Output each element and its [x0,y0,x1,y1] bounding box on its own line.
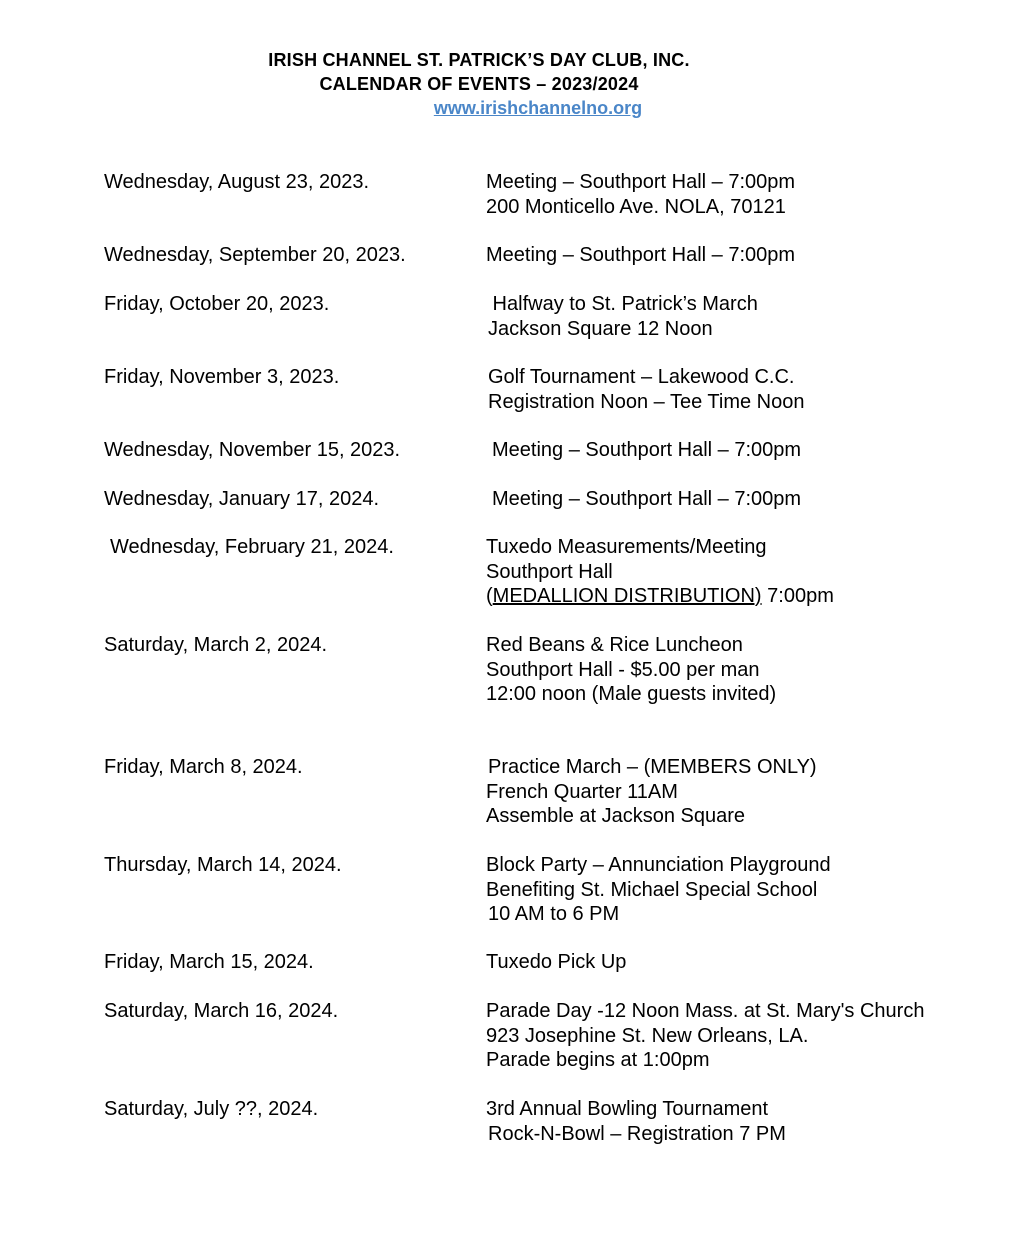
event-line: Meeting – Southport Hall – 7:00pm [486,244,796,266]
event-date: Wednesday, January 17, 2024. [104,488,379,510]
event-date: Wednesday, August 23, 2023. [104,171,370,193]
event-date: Thursday, March 14, 2024. [104,854,342,876]
event-line: 200 Monticello Ave. NOLA, 70121 [486,195,786,218]
event-line: Parade begins at 1:00pm [486,1049,710,1071]
event-line: 12:00 noon (Male guests invited) [486,683,777,705]
event-details [488,365,804,414]
event-line: French Quarter 11AM [486,780,678,803]
event-details [486,170,795,219]
event-line: Rock-N-Bowl – Registration 7 PM [488,1122,786,1145]
event-date: Wednesday, September 20, 2023. [104,244,406,266]
event-details [486,950,626,975]
event-line: Southport Hall - $5.00 per man [486,658,760,681]
event-line: Tuxedo Pick Up [486,951,627,973]
event-line: Assemble at Jackson Square [486,805,746,827]
medallion-distribution: MEDALLION DISTRIBUTION) [492,585,762,607]
event-line: Tuxedo Measurements/Meeting [486,536,767,558]
club-name: IRISH CHANNEL ST. PATRICK’S DAY CLUB, INC. [268,50,690,70]
website-link[interactable]: www.irishchannelno.org [433,98,643,118]
event-details [486,853,831,927]
event-details [486,633,776,707]
event-date: Wednesday, November 15, 2023. [104,439,401,461]
event-date: Friday, March 15, 2024. [104,951,314,973]
event-details [487,292,758,341]
event-line: Jackson Square 12 Noon [488,317,713,340]
event-line: Parade Day -12 Noon Mass. at St. Mary's Church [486,1000,925,1022]
event-line: Golf Tournament – Lakewood C.C. [488,366,795,388]
event-details [486,999,924,1073]
event-line: Southport Hall [486,560,613,583]
event-details [492,487,801,512]
medallion-line [486,584,834,609]
event-date: Saturday, March 2, 2024. [104,634,328,656]
event-details [486,755,817,829]
event-date: Saturday, March 16, 2024. [104,1000,339,1022]
event-date: Wednesday, February 21, 2024. [110,536,394,558]
event-line: Block Party – Annunciation Playground [486,854,831,876]
event-line: Meeting – Southport Hall – 7:00pm [492,488,802,510]
event-date: Saturday, July ??, 2024. [104,1098,319,1120]
event-details [486,1097,786,1146]
event-line: Meeting – Southport Hall – 7:00pm [492,439,802,461]
event-line: Benefiting St. Michael Special School [486,878,818,901]
event-line: Red Beans & Rice Luncheon [486,634,743,656]
event-line: Meeting – Southport Hall – 7:00pm [486,171,796,193]
event-line: 3rd Annual Bowling Tournament [486,1098,769,1120]
event-details [486,243,795,268]
event-date: Friday, March 8, 2024. [104,756,303,778]
event-date: Friday, October 20, 2023. [104,293,330,315]
calendar-title: CALENDAR OF EVENTS – 2023/2024 [319,74,639,94]
event-line: Halfway to St. Patrick’s March [487,293,758,315]
event-details [492,438,801,463]
medallion-time: 7:00pm [761,585,834,607]
event-line: Practice March – (MEMBERS ONLY) [488,756,817,778]
event-line: 10 AM to 6 PM [488,903,620,925]
event-line: Registration Noon – Tee Time Noon [488,390,805,413]
event-line: 923 Josephine St. New Orleans, LA. [486,1024,809,1047]
event-details [486,535,834,609]
event-date: Friday, November 3, 2023. [104,366,340,388]
medallion-prefix: ( [486,585,493,607]
